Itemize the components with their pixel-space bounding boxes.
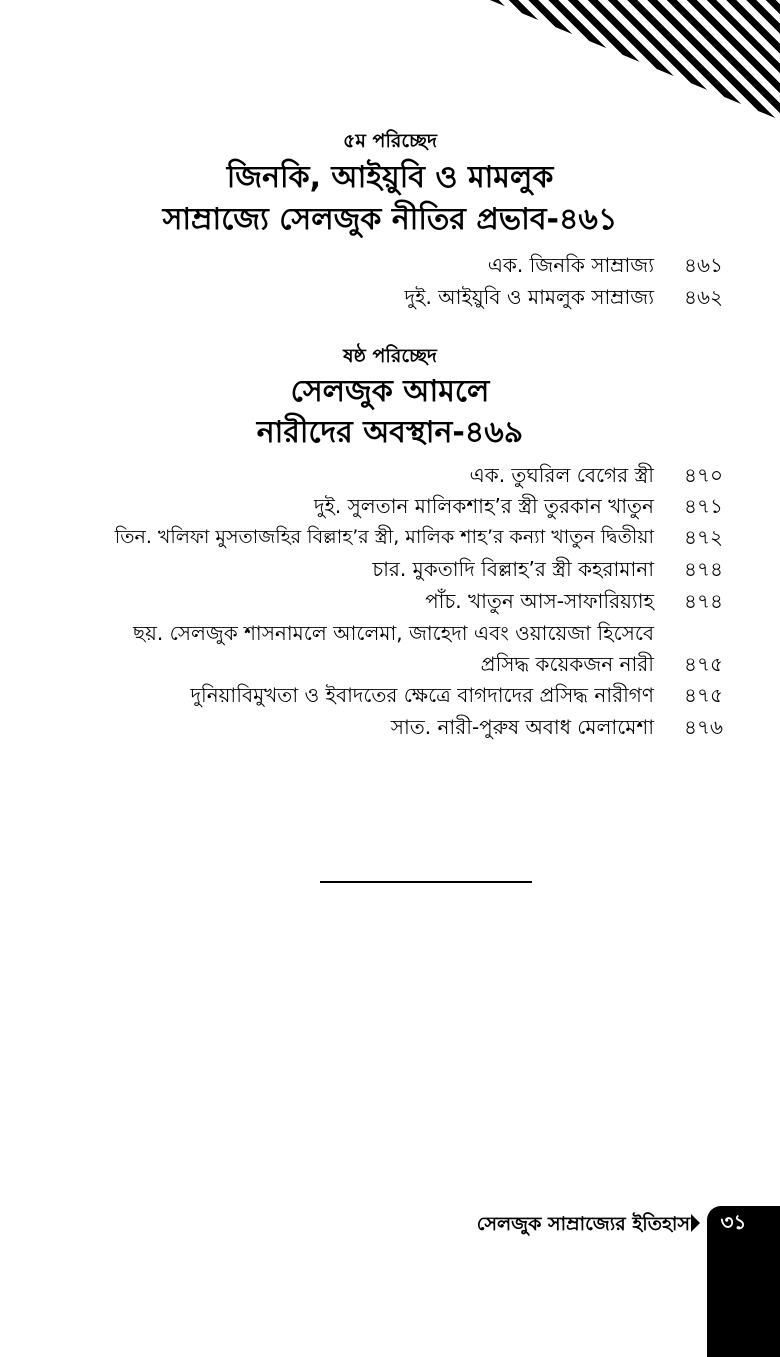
chapter-6-title-line-2: নারীদের অবস্থান-৪৬৯: [256, 415, 524, 450]
toc-entry-title: এক. জিনকি সাম্রাজ্য: [487, 253, 654, 277]
toc-entry-title: প্রসিদ্ধ কয়েকজন নারী: [480, 652, 654, 676]
toc-entry-title: চার. মুকতাদি বিল্লাহ’র স্ত্রী কহরামানা: [372, 557, 654, 581]
toc-entry: [0, 681, 780, 711]
decorative-stripes: [490, 0, 780, 120]
toc-entry-page: ৪৭৪: [684, 589, 723, 613]
toc-entry-page: ৪৭৫: [684, 652, 723, 676]
toc-entry: [0, 251, 780, 281]
chapter-5-label: ৫ম পরিচ্ছেদ: [343, 130, 437, 152]
toc-entry: [0, 555, 780, 585]
toc-entry: [0, 619, 780, 649]
chapter-5-title-line-1: জিনকি, আইয়ুবি ও মামলুক: [226, 160, 554, 195]
toc-entry-page: ৪৭৫: [684, 683, 723, 707]
toc-entry: [0, 283, 780, 313]
chapter-5-title-line-2: সাম্রাজ্যে সেলজুক নীতির প্রভাব-৪৬১: [162, 202, 618, 237]
toc-entry-title: দুই. সুলতান মালিকশাহ’র স্ত্রী তুরকান খাতুন: [313, 494, 654, 518]
toc-entry: [0, 523, 780, 553]
toc-entry: [0, 587, 780, 617]
toc-entry-page: ৪৭১: [684, 494, 723, 518]
page-number: ৩১: [720, 1210, 747, 1234]
toc-entry-title: তিন. খলিফা মুসতাজহির বিল্লাহ’র স্ত্রী, মালিক শাহ’র কন্যা খাতুন দ্বিতীয়া: [114, 526, 654, 548]
toc-entry-title: এক. তুঘরিল বেগের স্ত্রী: [469, 463, 654, 487]
chapter-6-label: ষষ্ঠ পরিচ্ছেদ: [343, 345, 437, 367]
toc-entry-page: ৪৭০: [684, 463, 723, 487]
toc-entry-title: পাঁচ. খাতুন আস-সাফারিয়্যাহ: [425, 589, 654, 613]
toc-entry: [0, 492, 780, 522]
toc-entry-title: সাত. নারী-পুরুষ অবাধ মেলামেশা: [390, 715, 654, 739]
toc-entry-title: দুই. আইয়ুবি ও মামলুক সাম্রাজ্য: [404, 285, 654, 309]
toc-entry-page: ৪৬১: [684, 253, 723, 277]
footer-book-title: সেলজুক সাম্রাজ্যের ইতিহাস: [476, 1213, 690, 1235]
toc-entry-page: ৪৭৪: [684, 557, 723, 581]
toc-entry: [0, 461, 780, 491]
toc-entry-title: ছয়. সেলজুক শাসনামলে আলেমা, জাহেদা এবং ওয়ায়েজা হিসেবে: [133, 621, 654, 645]
triangle-right-icon: [691, 1214, 700, 1232]
toc-entry-page: ৪৭২: [684, 525, 723, 549]
toc-entry: [0, 713, 780, 743]
toc-entry-page: ৪৬২: [684, 285, 723, 309]
toc-entry-page: ৪৭৬: [684, 715, 723, 739]
chapter-6-title-line-1: সেলজুক আমলে: [290, 374, 490, 409]
section-divider: [320, 881, 532, 883]
toc-entry-title: দুনিয়াবিমুখতা ও ইবাদতের ক্ষেত্রে বাগদাদের প্রসিদ্ধ নারীগণ: [190, 683, 654, 707]
toc-entry: [0, 650, 780, 680]
